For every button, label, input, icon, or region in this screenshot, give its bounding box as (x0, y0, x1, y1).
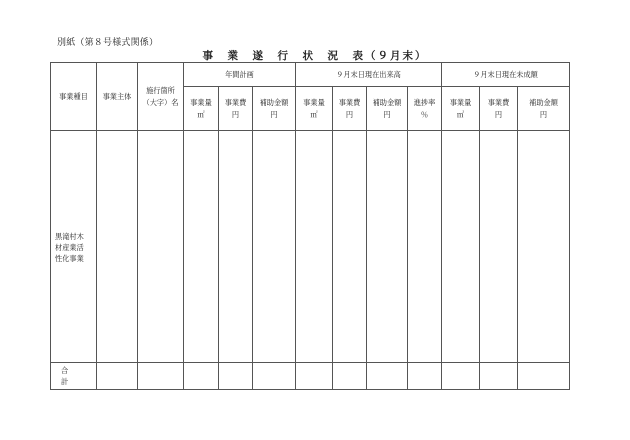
row-actual-progress-cell (408, 131, 442, 363)
header-actual-progress: 進捗率 ％ (408, 87, 442, 131)
form-reference-note: 別紙（第８号様式関係） (57, 38, 159, 48)
table-row (51, 131, 570, 363)
header-category: 事業種目 (51, 63, 97, 131)
header-remaining-subsidy: 補助金額 円 (518, 87, 570, 131)
total-location-cell (138, 363, 184, 390)
row-remaining-cost-cell (480, 131, 518, 363)
total-row (51, 363, 570, 390)
row-remaining-subsidy-cell (518, 131, 570, 363)
progress-status-table (50, 62, 570, 390)
header-group-sept-remaining: ９月末日現在未成額 (442, 63, 570, 87)
row-remaining-volume-cell (442, 131, 480, 363)
total-entity-cell (97, 363, 138, 390)
header-actual-cost: 事業費 円 (333, 87, 367, 131)
total-remaining-cost-cell (480, 363, 518, 390)
total-annual-subsidy-cell (253, 363, 296, 390)
row-category-cell: 黒滝村木 材産業活 性化事業 (51, 131, 97, 363)
row-annual-subsidy-cell (253, 131, 296, 363)
total-actual-progress-cell (408, 363, 442, 390)
header-location-line1: 施行箇所 (146, 86, 175, 96)
header-group-annual-plan: 年間計画 (184, 63, 296, 87)
header-annual-volume: 事業量 ㎡ (184, 87, 219, 131)
header-remaining-volume: 事業量 ㎡ (442, 87, 480, 131)
header-entity: 事業主体 (97, 63, 138, 131)
header-group-sept-actual: ９月末日現在出来高 (296, 63, 442, 87)
header-actual-volume: 事業量 ㎡ (296, 87, 333, 131)
row-entity-cell (97, 131, 138, 363)
document-title: 事 業 遂 行 状 況 表（９月末） (202, 50, 428, 62)
row-actual-volume-cell (296, 131, 333, 363)
total-remaining-volume-cell (442, 363, 480, 390)
row-annual-cost-cell (219, 131, 253, 363)
total-annual-cost-cell (219, 363, 253, 390)
total-annual-volume-cell (184, 363, 219, 390)
total-label: 合 計 (51, 363, 97, 390)
header-annual-subsidy: 補助金額 円 (253, 87, 296, 131)
header-row-groups (51, 63, 570, 87)
header-actual-subsidy: 補助金額 円 (367, 87, 408, 131)
row-actual-cost-cell (333, 131, 367, 363)
header-remaining-cost: 事業費 円 (480, 87, 518, 131)
header-location (138, 63, 184, 131)
header-annual-cost: 事業費 円 (219, 87, 253, 131)
header-location-line2: （大字）名 (142, 97, 179, 107)
total-actual-volume-cell (296, 363, 333, 390)
row-location-cell (138, 131, 184, 363)
total-actual-cost-cell (333, 363, 367, 390)
total-remaining-subsidy-cell (518, 363, 570, 390)
row-actual-subsidy-cell (367, 131, 408, 363)
total-actual-subsidy-cell (367, 363, 408, 390)
row-annual-volume-cell (184, 131, 219, 363)
